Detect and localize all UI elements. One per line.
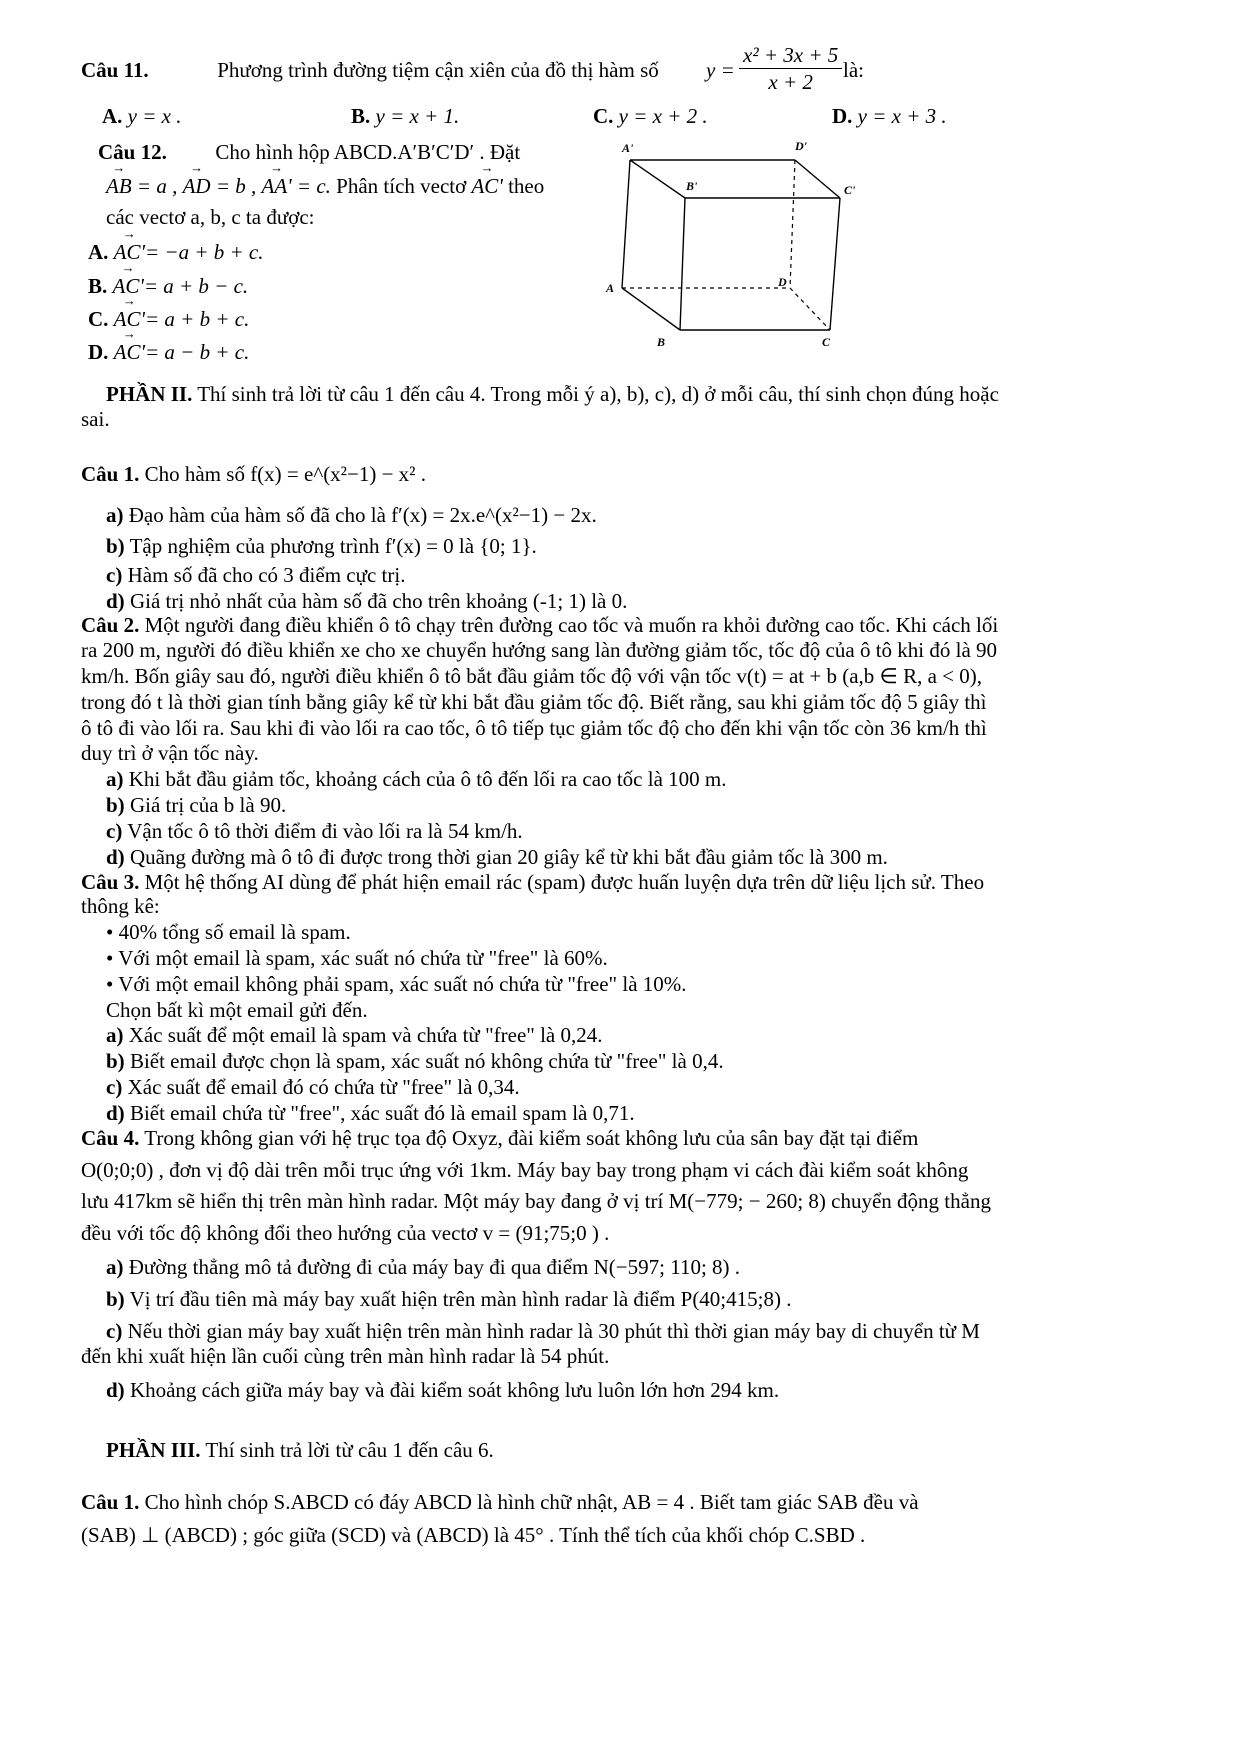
- part3-title: PHẦN III.: [106, 1438, 201, 1462]
- p2q2-line1: Câu 2. Một người đang điều khiển ô tô chạy trên đường cao tốc và muốn ra khỏi đường cao tốc. Khi cách lối: [81, 613, 999, 637]
- p2q1-item-c: c) Hàm số đã cho có 3 điểm cực trị.: [106, 563, 406, 587]
- p2q4-item-d: d) Khoảng cách giữa máy bay và đài kiểm soát không lưu luôn lớn hơn 294 km.: [106, 1378, 780, 1402]
- q11-yeq: y =: [706, 58, 735, 82]
- p2q3-item-a: a) Xác suất để một email là spam và chứa từ "free" là 0,24.: [106, 1023, 603, 1047]
- part2-heading: [106, 382, 999, 407]
- part3-heading: [106, 1438, 494, 1463]
- q12-line1: [98, 140, 520, 165]
- p2q4-item-b: b) Vị trí đầu tiên mà máy bay xuất hiện trên màn hình radar là điểm P(40;415;8) .: [106, 1287, 792, 1311]
- edge-a1b1: [630, 160, 685, 198]
- p2q3-choose: Chọn bất kì một email gửi đến.: [106, 998, 368, 1022]
- label-c1: C': [844, 183, 856, 197]
- p2q2-line6: duy trì ở vận tốc này.: [81, 741, 259, 765]
- p2q3-bullet-3: • Với một email không phải spam, xác suất nó chứa từ "free" là 10%.: [106, 972, 687, 996]
- q11-text: Phương trình đường tiệm cận xiên của đồ thị hàm số: [217, 58, 659, 82]
- p2q4-line1: Câu 4. Trong không gian với hệ trục tọa độ Oxyz, đài kiểm soát không lưu của sân bay đặt tại điểm: [81, 1126, 919, 1150]
- p2q3-bullet-1: • 40% tổng số email là spam.: [106, 920, 351, 944]
- q11-numerator: x² + 3x + 5: [739, 42, 842, 69]
- p2q2-line3: km/h. Bốn giây sau đó, người điều khiển ô tô bắt đầu giảm tốc độ với vận tốc v(t) = at + b (a,b ∈ R, a < 0),: [81, 664, 983, 688]
- q12-label: Câu 12.: [98, 140, 167, 164]
- q11-line: [81, 58, 659, 83]
- p2q4-line2: O(0;0;0) , đơn vị độ dài trên mỗi trục ứng với 1km. Máy bay bay trong phạm vi cách đài kiểm soát không: [81, 1158, 969, 1182]
- p2q4-line4: đều với tốc độ không đổi theo hướng của vectơ v = (91;75;0 ) .: [81, 1221, 610, 1245]
- p2q3-item-b: b) Biết email được chọn là spam, xác suất nó không chứa từ "free" là 0,4.: [106, 1049, 724, 1073]
- q12-text1: Cho hình hộp ABCD.A′B′C′D′ . Đặt: [215, 140, 521, 164]
- part2-text2: sai.: [81, 407, 110, 431]
- q11-option-a: A. y = x .: [102, 104, 182, 128]
- q12-option-b: B. → AC'= a + b − c.: [88, 274, 248, 299]
- p2q4-item-a: a) Đường thẳng mô tả đường đi của máy bay đi qua điểm N(−597; 110; 8) .: [106, 1255, 741, 1279]
- q11-option-b: B. y = x + 1.: [351, 104, 460, 128]
- edge-b1b: [680, 198, 685, 330]
- label-d1: D': [795, 140, 807, 153]
- q11-fraction: [733, 42, 848, 96]
- p2q1-stem: Câu 1. Cho hàm số f(x) = e^(x²−1) − x² .: [81, 462, 426, 486]
- q12-option-d: D. → AC'= a − b + c.: [88, 340, 249, 365]
- p2q2-line4: trong đó t là thời gian tính bằng giây kể từ khi bắt đầu giảm tốc độ. Biết rằng, sau khi giảm tốc độ 5 giây thì: [81, 690, 987, 714]
- q12-line3: các vectơ a, b, c ta được:: [106, 205, 315, 229]
- q11-denominator: x + 2: [768, 70, 813, 95]
- edge-d1c1: [795, 160, 840, 198]
- p2q2-item-a: a) Khi bắt đầu giảm tốc, khoảng cách của ô tô đến lối ra cao tốc là 100 m.: [106, 767, 727, 791]
- p2q2-line2: ra 200 m, người đó điều khiển xe cho xe chuyển hướng sang làn đường giảm tốc, tốc độ của ô tô khi đó là 90: [81, 638, 998, 662]
- q12-option-a: A. → AC'= −a + b + c.: [88, 240, 264, 265]
- p2q3-bullet-2: • Với một email là spam, xác suất nó chứa từ "free" là 60%.: [106, 946, 608, 970]
- q11-option-d: D. y = x + 3 .: [832, 104, 947, 128]
- p2q2-item-c: c) Vận tốc ô tô thời điểm đi vào lối ra là 54 km/h.: [106, 819, 523, 843]
- p2q3-line2: thông kê:: [81, 894, 160, 918]
- edge-c1c: [830, 198, 840, 330]
- part2-title: PHẦN II.: [106, 382, 193, 406]
- edge-ab: [622, 288, 680, 330]
- q12-line2: → AB = a , → AD = b , → AA' = c. Phân tích vectơ → AC' theo: [106, 174, 544, 199]
- p2q4-line3: lưu 417km sẽ hiển thị trên màn hình radar. Một máy bay đang ở vị trí M(−779; − 260; 8) chuyển động thẳng: [81, 1189, 991, 1213]
- p2q4-item-c: c) Nếu thời gian máy bay xuất hiện trên màn hình radar là 30 phút thì thời gian máy bay di chuyển từ M: [106, 1319, 980, 1343]
- p2q3-item-c: c) Xác suất để email đó có chứa từ "free" là 0,34.: [106, 1075, 520, 1099]
- label-a: A: [606, 281, 615, 295]
- q11-option-c: C. y = x + 2 .: [593, 104, 708, 128]
- label-d: D: [778, 275, 787, 289]
- p2q3-line1: Câu 3. Một hệ thống AI dùng để phát hiện email rác (spam) được huấn luyện dựa trên dữ liệu lịch sử. Theo: [81, 870, 985, 894]
- q12-option-c: C. → AC'= a + b + c.: [88, 307, 249, 332]
- p2q2-item-d: d) Quãng đường mà ô tô đi được trong thời gian 20 giây kể từ khi bắt đầu giảm tốc là 300 m.: [106, 845, 888, 869]
- label-b: B: [657, 335, 666, 349]
- part3-text: Thí sinh trả lời từ câu 1 đến câu 6.: [205, 1438, 494, 1462]
- parallelepiped-figure: [600, 140, 860, 390]
- part2-text: Thí sinh trả lời từ câu 1 đến câu 4. Trong mỗi ý a), b), c), d) ở mỗi câu, thí sinh chọn đúng hoặc: [197, 382, 999, 406]
- label-b1: B': [686, 179, 698, 193]
- q11-label: Câu 11.: [81, 58, 149, 82]
- p2q3-item-d: d) Biết email chứa từ "free", xác suất đó là email spam là 0,71.: [106, 1101, 635, 1125]
- p2q1-item-b: b) Tập nghiệm của phương trình f′(x) = 0 là {0; 1}.: [106, 534, 537, 558]
- p2q4-item-c-cont: đến khi xuất hiện lần cuối cùng trên màn hình radar là 54 phút.: [81, 1344, 610, 1368]
- p2q1-item-d: d) Giá trị nhỏ nhất của hàm số đã cho trên khoảng (-1; 1) là 0.: [106, 589, 628, 613]
- q11-suffix: là:: [843, 58, 864, 82]
- edge-dc: [790, 288, 830, 330]
- p2q2-item-b: b) Giá trị của b là 90.: [106, 793, 287, 817]
- p3q1-line1: Câu 1. Cho hình chóp S.ABCD có đáy ABCD là hình chữ nhật, AB = 4 . Biết tam giác SAB đều và: [81, 1490, 919, 1514]
- p2q1-item-a: a) Đạo hàm của hàm số đã cho là f′(x) = 2x.e^(x²−1) − 2x.: [106, 503, 597, 527]
- p2q2-line5: ô tô đi vào lối ra. Sau khi đi vào lối ra cao tốc, ô tô tiếp tục giảm tốc độ cho đến khi vận tốc còn 36 km/h thì: [81, 716, 987, 740]
- edge-a1a: [622, 160, 630, 288]
- label-c: C: [822, 335, 831, 349]
- p3q1-line2: (SAB) ⊥ (ABCD) ; góc giữa (SCD) và (ABCD) là 45° . Tính thể tích của khối chóp C.SBD .: [81, 1523, 866, 1547]
- label-a1: A': [622, 141, 634, 155]
- edge-d1d: [790, 160, 795, 288]
